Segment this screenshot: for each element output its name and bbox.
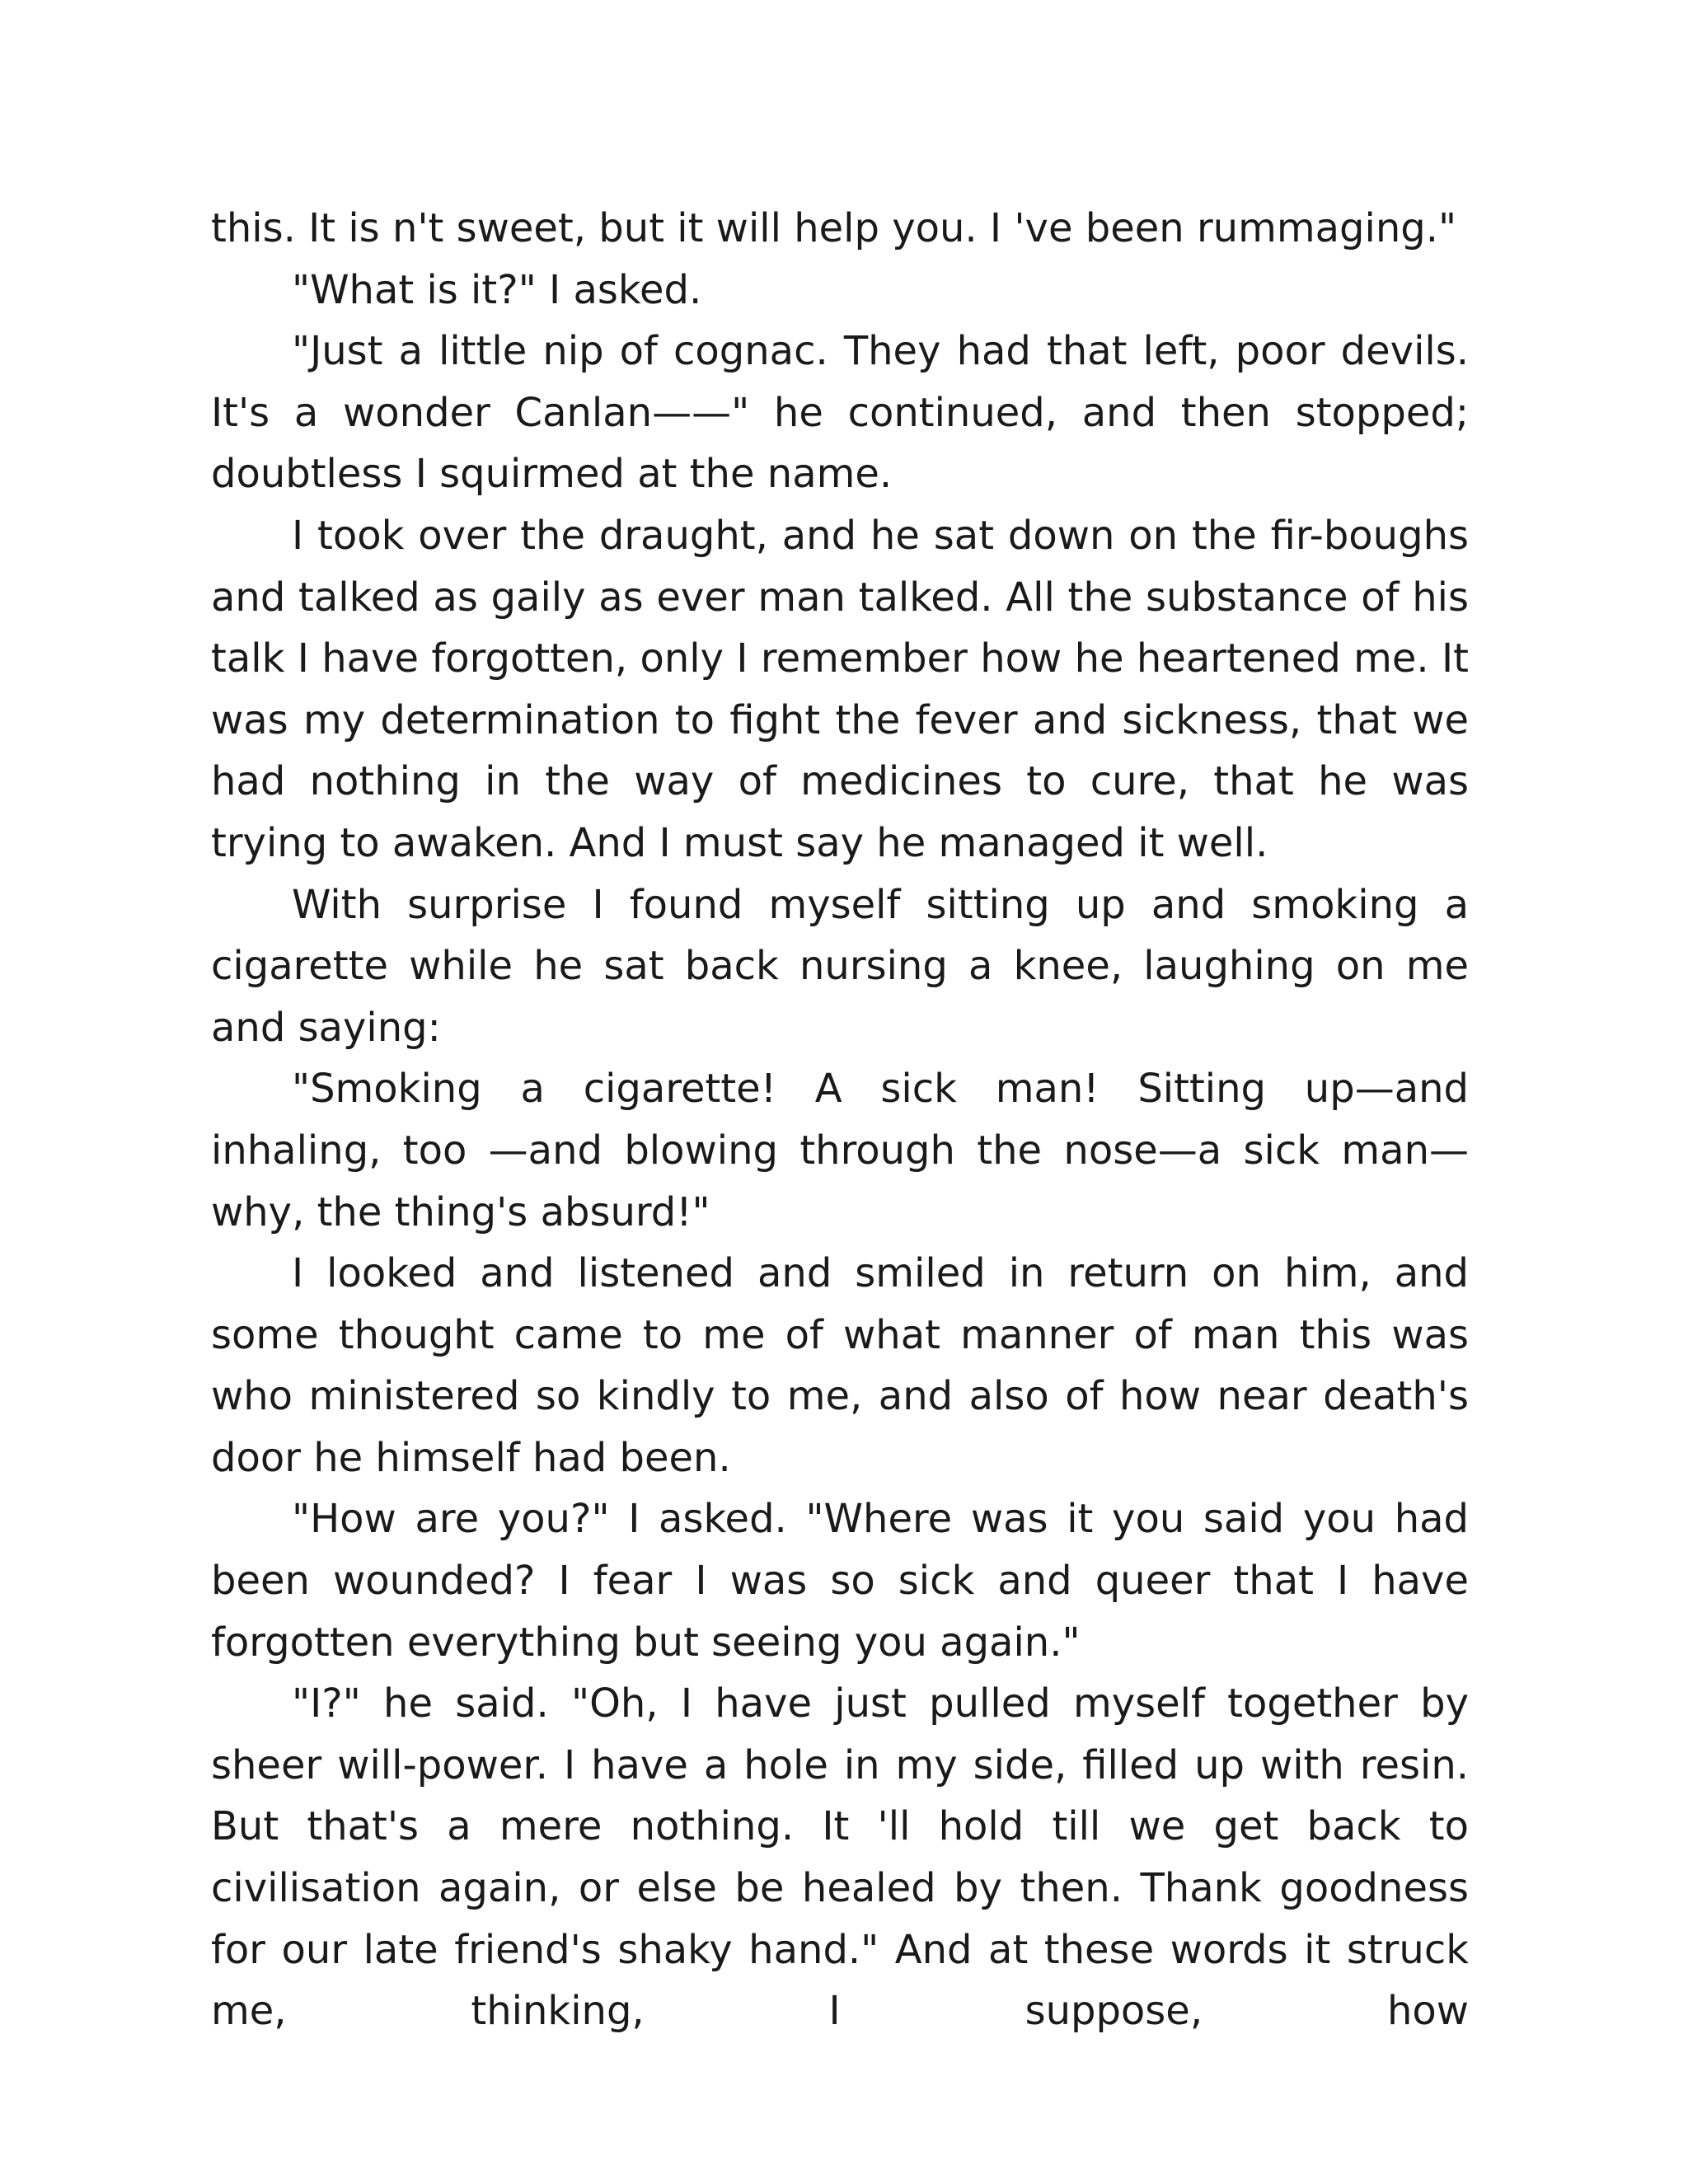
- paragraph: this. It is n't sweet, but it will help you. I 've been rummaging.": [211, 205, 1457, 251]
- paragraph: "How are you?" I asked. "Where was it you said you had been wounded? I fear I was so sick and queer that I have forgotten everything but seeing you again.": [211, 1496, 1469, 1666]
- paragraph: I looked and listened and smiled in return on him, and some thought came to me of what manner of man this was who ministered so kindly to me, and also of how near death's door he himself had been.: [211, 1250, 1469, 1481]
- paragraph: With surprise I found myself sitting up and smoking a cigarette while he sat back nursing a knee, laughing on me and saying:: [211, 881, 1469, 1051]
- paragraph: "What is it?" I asked.: [292, 266, 702, 313]
- paragraph: "I?" he said. "Oh, I have just pulled myself together by sheer will-power. I have a hole in my side, filled up with resin. But that's a mere nothing. It 'll hold till we get back to civilisation again, or else be healed by then. Thank goodness for our late friend's shaky hand." And at these words it struck me, thinking, I suppose, how: [211, 1680, 1469, 2035]
- paragraph: "Smoking a cigarette! A sick man! Sitting up—and inhaling, too —and blowing through the nose—a sick man—why, the thing's absurd!": [211, 1066, 1469, 1235]
- paragraph: "Just a little nip of cognac. They had that left, poor devils. It's a wonder Canlan——" he continued, and then stopped; doubtless I squirmed at the name.: [211, 328, 1469, 498]
- paragraph: I took over the draught, and he sat down on the fir-boughs and talked as gaily as ever man talked. All the substance of his talk I have forgotten, only I remember how he heartened me. It was my determination to fight the fever and sickness, that we had nothing in the way of medicines to cure, that he was trying to awaken. And I must say he managed it well.: [211, 512, 1469, 866]
- body-text: [211, 198, 1469, 2042]
